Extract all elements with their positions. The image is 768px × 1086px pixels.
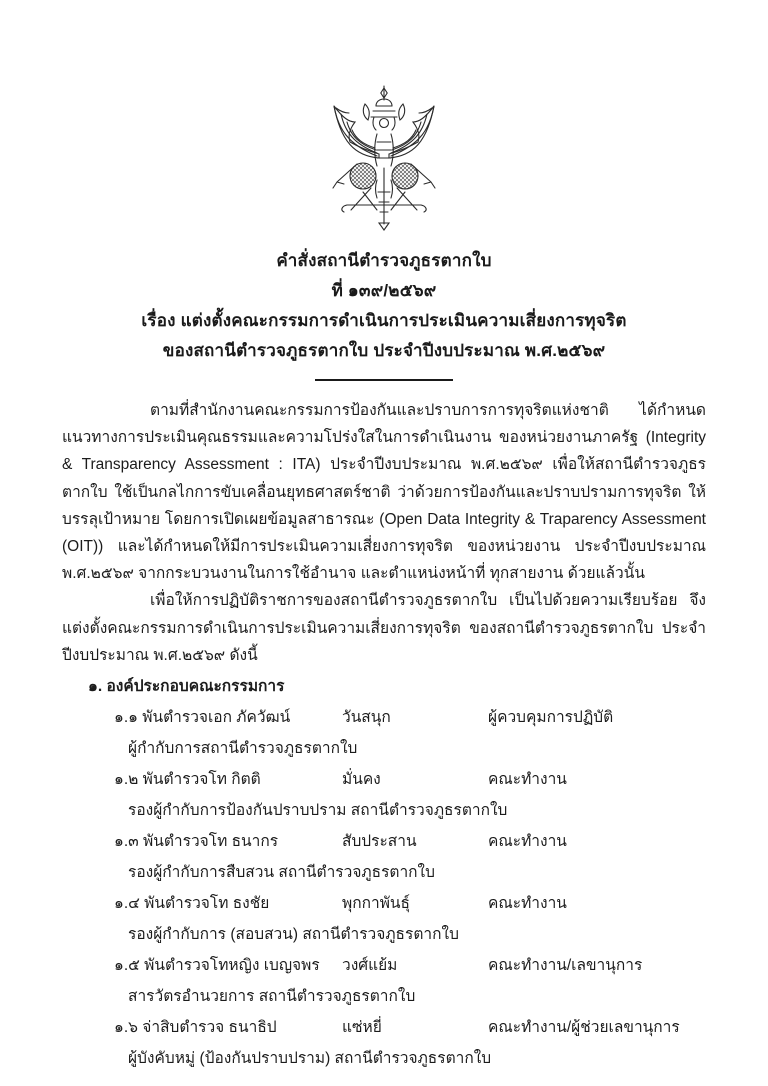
document-title-block — [62, 246, 706, 366]
member-role: คณะทำงาน/ผู้ช่วยเลขานุการ — [488, 1019, 680, 1037]
member-surname: วงศ์แย้ม — [342, 957, 398, 975]
member-position: สารวัตรอำนวยการ สถานีตำรวจภูธรตากใบ — [128, 988, 416, 1006]
list-item — [62, 888, 706, 950]
member-role: คณะทำงาน — [488, 833, 567, 851]
emblem-container — [62, 0, 706, 234]
list-item — [62, 702, 706, 764]
member-rank-name: ๑.๒ พันตำรวจโท กิตติ — [114, 771, 261, 789]
member-position: ผู้บังคับหมู่ (ป้องกันปราบปราม) สถานีตำรวจภูธรตากใบ — [128, 1050, 492, 1068]
order-number: ที่ ๑๓๙/๒๕๖๙ — [331, 281, 437, 300]
member-surname: วันสนุก — [342, 709, 391, 727]
title-divider-rule — [315, 379, 453, 381]
member-role: คณะทำงาน — [488, 895, 567, 913]
member-position: รองผู้กำกับการป้องกันปราบปราม สถานีตำรวจภูธรตากใบ — [128, 802, 508, 820]
member-role: คณะทำงาน — [488, 771, 567, 789]
member-surname: แซ่หยี่ — [342, 1019, 382, 1037]
document-body — [62, 397, 706, 669]
member-rank-name: ๑.๑ พันตำรวจเอก ภัควัฒน์ — [114, 709, 291, 727]
member-rank-name: ๑.๓ พันตำรวจโท ธนากร — [114, 833, 279, 851]
order-subject: เรื่อง แต่งตั้งคณะกรรมการดำเนินการประเมินความเสี่ยงการทุจริต — [141, 311, 627, 330]
member-position: รองผู้กำกับการ (สอบสวน) สถานีตำรวจภูธรตากใบ — [128, 926, 459, 944]
list-item — [62, 826, 706, 888]
order-title: คำสั่งสถานีตำรวจภูธรตากใบ — [276, 251, 492, 270]
list-item — [62, 764, 706, 826]
member-surname: พุกกาพันธุ์ — [342, 895, 410, 913]
member-rank-name: ๑.๕ พันตำรวจโทหญิง เบญจพร — [114, 957, 320, 975]
section-1-title: ๑. องค์ประกอบคณะกรรมการ — [88, 678, 285, 696]
list-item — [62, 1012, 706, 1074]
member-position: รองผู้กำกับการสืบสวน สถานีตำรวจภูธรตากใบ — [128, 864, 435, 882]
paragraph-appointment: เพื่อให้การปฏิบัติราชการของสถานีตำรวจภูธรตากใบ เป็นไปด้วยความเรียบร้อย จึงแต่งตั้งคณะกรรมการดำเนินการประเมินความเสี่ยงการทุจริต ของสถานีตำรวจภูธรตากใบ ประจำปีงบประมาณ พ.ศ.๒๕๖๙ ดังนี้ — [62, 592, 706, 664]
list-item — [62, 950, 706, 1012]
member-role: คณะทำงาน/เลขานุการ — [488, 957, 643, 975]
member-position: ผู้กำกับการสถานีตำรวจภูธรตากใบ — [128, 740, 358, 758]
paragraph-preamble: ตามที่สำนักงานคณะกรรมการป้องกันและปราบการการทุจริตแห่งชาติ ได้กำหนดแนวทางการประเมินคุณธรรมและความโปร่งใสในการดำเนินงาน ของหน่วยงานภาครัฐ (Integrity & Transparency Assessment : ITA) ประจำปีงบประมาณ พ.ศ.๒๕๖๙ เพื่อให้สถานีตำรวจภูธรตากใบ ใช้เป็นกลไกการขับเคลื่อนยุทธศาสตร์ชาติ ว่าด้วยการป้องกันและปราบปรามการทุจริต ให้บรรลุเป้าหมาย โดยการเปิดเผยข้อมูลสาธารณะ (Open Data Integrity & Traparency Assessment (OIT)) และได้กำหนดให้มีการประเมินความเสี่ยงการทุจริต ของหน่วยงาน ประจำปีงบประมาณ พ.ศ.๒๕๖๙ จากกระบวนงานในการใช้อำนาจ และตำแหน่งหน้าที่ ทุกสายงาน ด้วยแล้วนั้น — [62, 402, 706, 583]
garuda-emblem-icon — [321, 84, 447, 234]
member-role: ผู้ควบคุมการปฏิบัติ — [488, 709, 614, 727]
member-surname: มั่นคง — [342, 771, 381, 789]
member-rank-name: ๑.๖ จ่าสิบตำรวจ ธนาธิป — [114, 1019, 277, 1037]
order-subject-2: ของสถานีตำรวจภูธรตากใบ ประจำปีงบประมาณ พ.ศ.๒๕๖๙ — [162, 341, 606, 360]
member-surname: สับประสาน — [342, 833, 417, 851]
committee-list — [62, 702, 706, 1074]
member-rank-name: ๑.๔ พันตำรวจโท ธงชัย — [114, 895, 270, 913]
